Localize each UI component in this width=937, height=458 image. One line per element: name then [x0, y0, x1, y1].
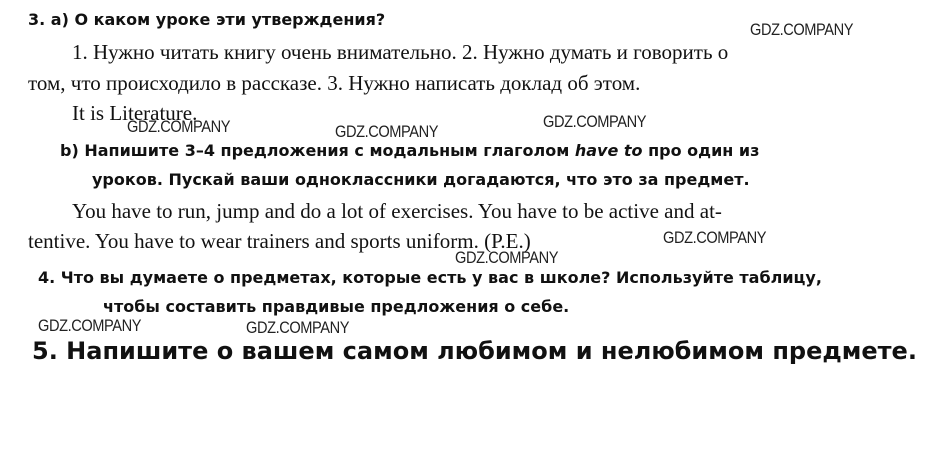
exercise-3a-text-line-1: 1. Нужно читать книгу очень внимательно. 2. Нужно думать и говорить о — [72, 40, 729, 64]
exercise-3b-heading-part-2: про один из — [648, 141, 760, 160]
exercise-3b-heading-part-1: b) Напишите 3–4 предложения с модальным глаголом — [60, 141, 570, 160]
exercise-5-heading: 5. Напишите о вашем самом любимом и нелюбимом предмете. — [32, 337, 917, 365]
exercise-4-line-1: 4. Что вы думаете о предметах, которые есть у вас в школе? Используйте таблицу, — [38, 268, 822, 287]
exercise-3a-text-line-2: том, что происходило в рассказе. 3. Нужно написать доклад об этом. — [28, 71, 641, 95]
exercise-3b-answer-line-1: You have to run, jump and do a lot of exercises. You have to be active and at- — [72, 199, 722, 223]
watermark: GDZ.COMPANY — [750, 20, 854, 39]
exercise-4-line-2: чтобы составить правдивые предложения о себе. — [103, 297, 570, 316]
watermark: GDZ.COMPANY — [127, 117, 231, 136]
watermark: GDZ.COMPANY — [246, 318, 350, 337]
watermark: GDZ.COMPANY — [335, 122, 439, 141]
exercise-3a-heading: 3. а) О каком уроке эти утверждения? — [28, 10, 386, 29]
watermark: GDZ.COMPANY — [663, 228, 767, 247]
watermark: GDZ.COMPANY — [455, 248, 559, 267]
exercise-3a-answer: It is Literature. — [72, 101, 198, 125]
exercise-3b-answer-line-2: tentive. You have to wear trainers and sports uniform. (P.E.) — [28, 229, 531, 253]
exercise-3b-heading-modal-verb: have to — [574, 141, 643, 160]
watermark: GDZ.COMPANY — [543, 112, 647, 131]
watermark: GDZ.COMPANY — [38, 316, 142, 335]
exercise-3b-heading-line-2: уроков. Пускай ваши одноклассники догадаются, что это за предмет. — [92, 170, 750, 189]
exercise-3b-heading-line-1 — [60, 141, 759, 160]
